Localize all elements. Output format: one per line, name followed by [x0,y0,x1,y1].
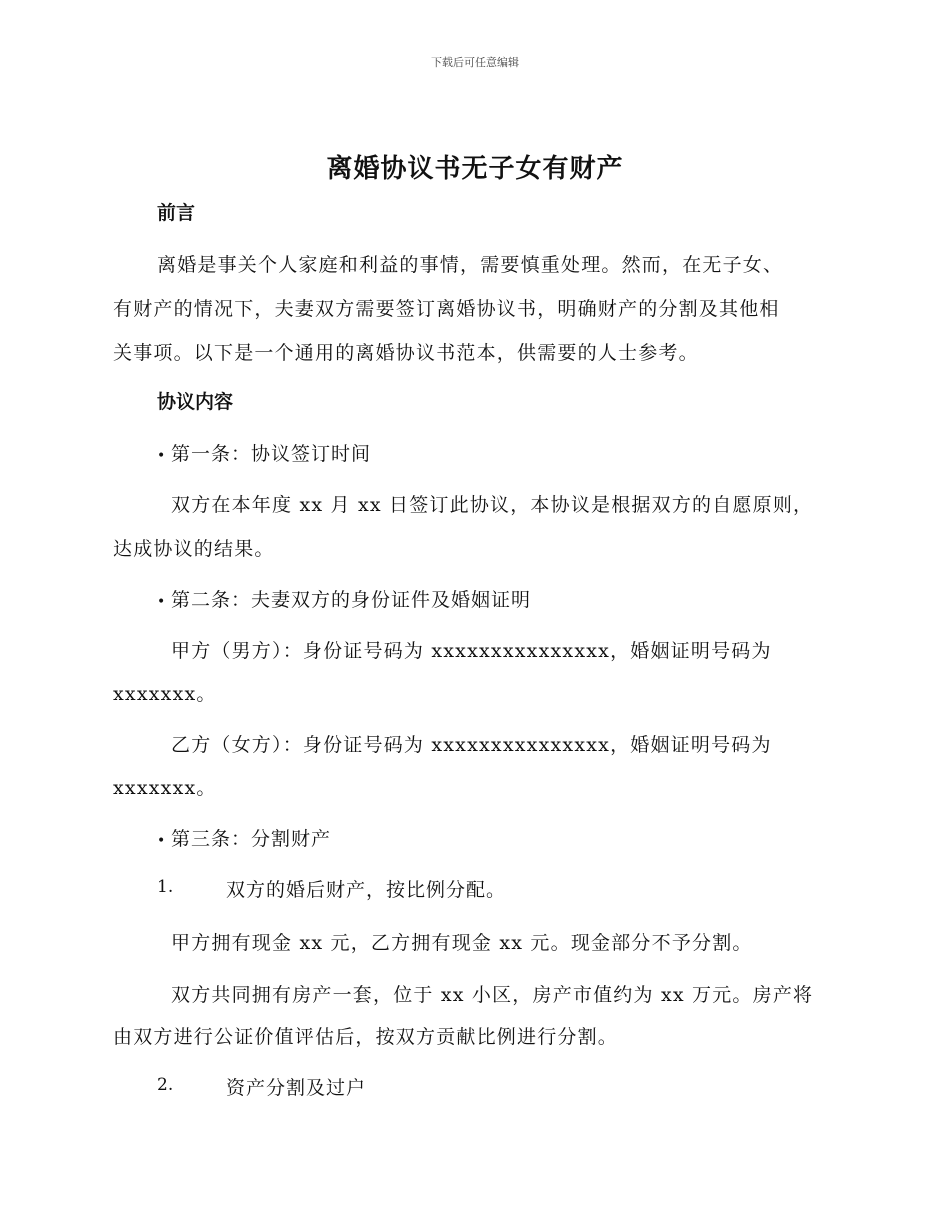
preface-line-3: 关事项。以下是一个通用的离婚协议书范本，供需要的人士参考。 [113,342,699,364]
item-1-number: 1. [157,877,174,897]
article-3-title-text: 第三条：分割财产 [171,828,332,850]
article-2-title-text: 第二条：夫妻双方的身份证件及婚姻证明 [171,589,532,611]
article-1-line-1: 双方在本年度 xx 月 xx 日签订此协议，本协议是根据双方的自愿原则， [171,494,814,516]
item-1-text: 双方的婚后财产，按比例分配。 [226,879,507,901]
house-line-2: 由双方进行公证价值评估后，按双方贡献比例进行分割。 [113,1026,619,1048]
page-header-note: 下载后可任意编辑 [431,56,519,69]
article-3-title [157,824,331,851]
party-b-line-2: xxxxxxx。 [113,777,217,799]
party-b-line-1: 乙方（女方）：身份证号码为 xxxxxxxxxxxxxxx，婚姻证明号码为 [171,734,772,756]
item-2-number: 2. [157,1075,174,1095]
party-a-line-1: 甲方（男方）：身份证号码为 xxxxxxxxxxxxxxx，婚姻证明号码为 [171,640,772,662]
preface-line-2: 有财产的情况下，夫妻双方需要签订离婚协议书，明确财产的分割及其他相 [113,298,780,320]
bullet-icon: • [157,833,167,849]
bullet-icon: • [157,448,167,464]
document-title: 离婚协议书无子女有财产 [326,154,624,184]
house-line-1: 双方共同拥有房产一套，位于 xx 小区，房产市值约为 xx 万元。房产将 [171,984,814,1006]
item-2-text: 资产分割及过户 [226,1077,367,1099]
preface-heading: 前言 [157,202,196,224]
party-a-line-2: xxxxxxx。 [113,683,217,705]
article-1-title-text: 第一条：协议签订时间 [171,443,372,465]
article-2-title [157,585,531,612]
bullet-icon: • [157,594,167,610]
cash-line: 甲方拥有现金 xx 元，乙方拥有现金 xx 元。现金部分不予分割。 [171,932,753,954]
article-1-line-2: 达成协议的结果。 [113,538,275,560]
article-1-title [157,439,371,466]
content-heading: 协议内容 [157,391,234,413]
preface-line-1: 离婚是事关个人家庭和利益的事情，需要慎重处理。然而，在无子女、 [157,254,784,276]
